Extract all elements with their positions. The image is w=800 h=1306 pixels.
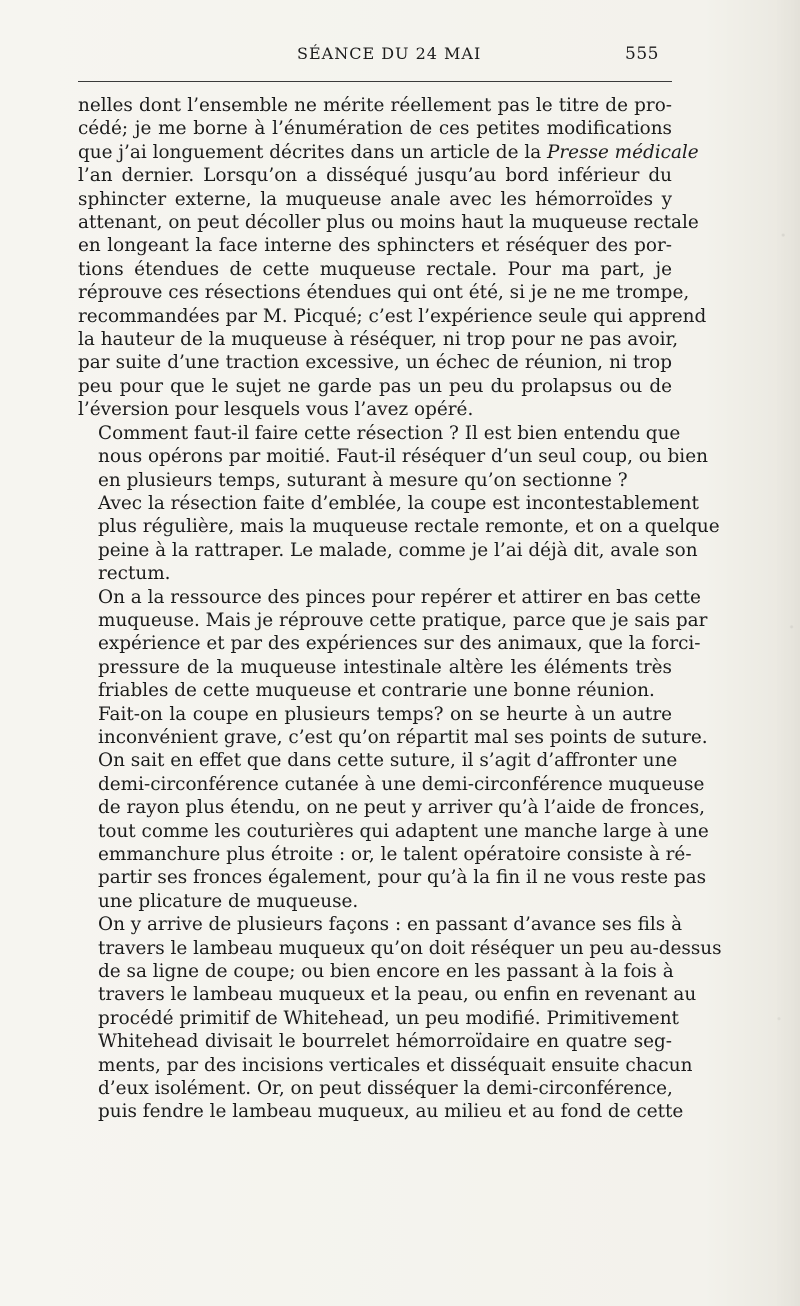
text-line: par suite d’une traction excessive, un échec de réunion, ni trop (78, 352, 672, 374)
paragraph-4 (78, 586, 708, 703)
text-line: d’eux isolément. Or, on peut disséquer la demi-circonférence, (98, 1078, 673, 1100)
text-line: expérience et par des expériences sur des animaux, que la forci- (98, 633, 701, 655)
paragraph-5 (78, 703, 709, 914)
text-line: On sait en effet que dans cette suture, il s’agit d’affronter une (98, 750, 678, 772)
text-line (78, 141, 699, 164)
header-rule (78, 81, 672, 82)
text-line: partir ses fronces également, pour qu’à la fin il ne vous reste pas (98, 867, 707, 889)
text-line: procédé primitif de Whitehead, un peu modifié. Primitivement (98, 1007, 679, 1029)
text-line: demi-circonférence cutanée à une demi-circonférence muqueuse (98, 773, 705, 795)
text-fragment: que j’ai longuement décrites dans un article de la (78, 141, 548, 163)
text-line: On y arrive de plusieurs façons : en passant d’avance ses fils à (98, 914, 683, 936)
page-header (0, 44, 800, 70)
text-line: puis fendre le lambeau muqueux, au milieu et au fond de cette (98, 1101, 684, 1123)
page-number: 555 (625, 44, 659, 64)
paragraph-1 (78, 94, 707, 422)
text-line: inconvénient grave, c’est qu’on répartit mal ses points de suture. (98, 726, 708, 748)
text-line: réprouve ces résections étendues qui ont été, si je ne me trompe, (78, 282, 690, 304)
text-line: friables de cette muqueuse et contrarie une bonne réunion. (98, 680, 655, 702)
text-line: la hauteur de la muqueuse à réséquer, ni trop pour ne pas avoir, (78, 329, 679, 351)
text-line: plus régulière, mais la muqueuse rectale remonte, et on a quelque (98, 516, 720, 538)
text-line: en plusieurs temps, suturant à mesure qu’on sectionne ? (98, 469, 628, 491)
text-line: travers le lambeau muqueux qu’on doit réséquer un peu au-dessus (98, 937, 722, 959)
text-line: l’an dernier. Lorsqu’on a disséqué jusqu’au bord inférieur du (78, 165, 672, 187)
italic-title: Presse médicale (547, 141, 699, 163)
text-line: tions étendues de cette muqueuse rectale. Pour ma part, je (78, 258, 672, 280)
text-line: emmanchure plus étroite : or, le talent opératoire consiste à ré- (98, 844, 692, 865)
text-line: recommandées par M. Picqué; c’est l’expérience seule qui apprend (78, 305, 707, 327)
paragraph-3 (78, 492, 720, 586)
text-line: Avec la résection faite d’emblée, la coupe est incontestablement (98, 492, 699, 514)
text-line: On a la ressource des pinces pour repérer et attirer en bas cette (98, 586, 701, 608)
text-line: peu pour que le sujet ne garde pas un peu du prolapsus ou de (78, 375, 672, 397)
text-line: Comment faut-il faire cette résection ? Il est bien entendu que (98, 422, 681, 444)
text-line: une plicature de muqueuse. (98, 890, 359, 912)
text-line: cédé; je me borne à l’énumération de ces petites modifications (78, 118, 672, 140)
paragraph-2 (78, 422, 708, 492)
text-line: attenant, on peut décoller plus ou moins haut la muqueuse rectale (78, 212, 699, 234)
text-line: tout comme les couturières qui adaptent une manche large à une (98, 820, 709, 842)
running-title: SÉANCE DU 24 MAI (297, 44, 482, 63)
text-line: pressure de la muqueuse intestinale altère les éléments très (98, 656, 672, 678)
text-line: nous opérons par moitié. Faut-il réséquer d’un seul coup, ou bien (98, 446, 708, 468)
text-line: peine à la rattraper. Le malade, comme je l’ai déjà dit, avale son (98, 539, 698, 561)
paragraph-6 (78, 913, 722, 1124)
page-edge-texture (772, 0, 800, 1306)
body-text (78, 94, 722, 1124)
text-line: muqueuse. Mais je réprouve cette pratique, parce que je sais par (98, 609, 708, 631)
text-line: rectum. (98, 563, 171, 585)
text-line: Whitehead divisait le bourrelet hémorroïdaire en quatre seg- (98, 1031, 672, 1053)
text-line: l’éversion pour lesquels vous l’avez opéré. (78, 399, 474, 421)
text-line: nelles dont l’ensemble ne mérite réellement pas le titre de pro- (78, 95, 672, 116)
text-line: ments, par des incisions verticales et disséquait ensuite chacun (98, 1054, 693, 1076)
text-line: sphincter externe, la muqueuse anale avec les hémorroïdes y (78, 188, 672, 210)
text-line: de rayon plus étendu, on ne peut y arriver qu’à l’aide de fronces, (98, 797, 705, 819)
text-line: en longeant la face interne des sphincters et réséquer des por- (78, 235, 672, 257)
text-line: travers le lambeau muqueux et la peau, ou enfin en revenant au (98, 984, 697, 1006)
text-line: de sa ligne de coupe; ou bien encore en les passant à la fois à (98, 961, 674, 983)
text-line: Fait-on la coupe en plusieurs temps? on se heurte à un autre (98, 703, 672, 725)
